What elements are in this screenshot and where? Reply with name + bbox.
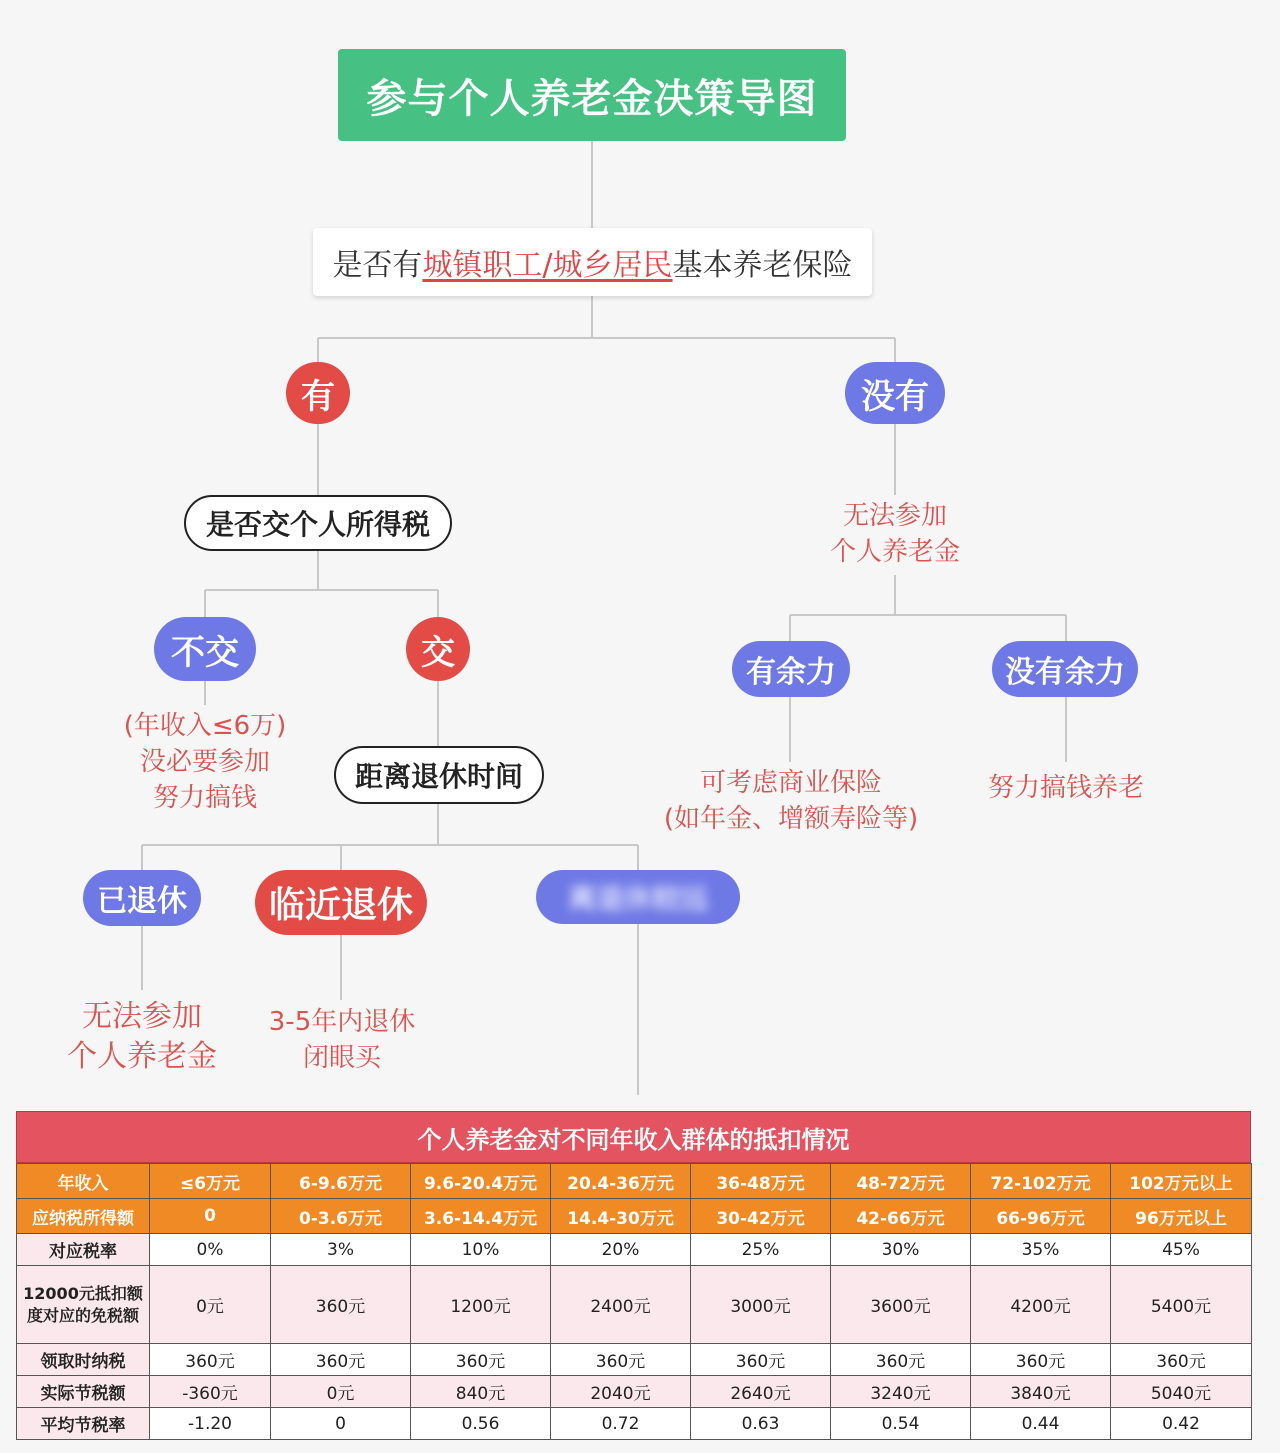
table-cell: 5040元 [1111,1376,1252,1408]
near-retire-node: 临近退休 [255,870,427,935]
has-spare-node: 有余力 [732,641,850,697]
row-label: 实际节税额 [17,1376,150,1408]
table-cell: 0 [150,1199,271,1234]
table-cell: 96万元以上 [1111,1199,1252,1234]
table-cell: 30-42万元 [691,1199,831,1234]
near-retire-note-line: 3-5年内退休 [268,1007,416,1037]
retired-note-line: 无法参加 [82,999,202,1034]
table-cell: 3600元 [831,1266,971,1344]
table-cell: 5400元 [1111,1266,1252,1344]
row-label: 12000元抵扣额度对应的免税额 [17,1266,150,1344]
table-title: 个人养老金对不同年收入群体的抵扣情况 [16,1111,1251,1163]
table-cell: 72-102万元 [971,1164,1111,1199]
deduction-table-grid [16,1163,1252,1440]
table-cell: 360元 [831,1344,971,1376]
table-row [17,1376,1252,1408]
has-spare-note-line: 可考虑商业保险 [699,768,882,798]
table-cell: 0.63 [691,1408,831,1440]
question-highlight: 城镇职工/城乡居民 [422,248,673,283]
no-tax-note-line: 没必要参加 [139,747,270,777]
table-cell: 360元 [691,1344,831,1376]
table-cell: 10% [411,1234,551,1266]
far-retire-node [536,870,740,924]
table-cell: ≤6万元 [150,1164,271,1199]
table-cell: 3840元 [971,1376,1111,1408]
table-row [17,1234,1252,1266]
table-row [17,1344,1252,1376]
yes-node: 有 [286,362,350,424]
no-insurance-note-line: 个人养老金 [829,537,960,567]
table-cell: 0.56 [411,1408,551,1440]
table-cell: 0 [271,1408,411,1440]
no-insurance-note-line: 无法参加 [842,501,947,531]
no-spare-node: 没有余力 [992,641,1138,697]
no-tax-note [95,708,315,816]
tax-node: 交 [406,617,470,681]
deduction-table [16,1111,1251,1440]
table-cell: 42-66万元 [831,1199,971,1234]
table-cell: 360元 [971,1344,1111,1376]
table-cell: 0.72 [551,1408,691,1440]
table-cell: 3.6-14.4万元 [411,1199,551,1234]
question-retirement-time: 距离退休时间 [334,746,544,804]
near-retire-note [240,1004,444,1076]
table-cell: 45% [1111,1234,1252,1266]
table-cell: 360元 [271,1266,411,1344]
table-row [17,1266,1252,1344]
diagram-title: 参与个人养老金决策导图 [338,49,846,141]
row-label: 年收入 [17,1164,150,1199]
table-cell: 840元 [411,1376,551,1408]
table-cell: 0元 [150,1266,271,1344]
has-spare-note [650,765,932,837]
table-cell: -1.20 [150,1408,271,1440]
no-tax-note-line: (年收入≤6万) [123,711,287,741]
table-cell: 3% [271,1234,411,1266]
no-insurance-note [795,498,995,570]
retired-node: 已退休 [83,870,201,926]
table-cell: 6-9.6万元 [271,1164,411,1199]
table-cell: 66-96万元 [971,1199,1111,1234]
row-label: 领取时纳税 [17,1344,150,1376]
table-cell: 0% [150,1234,271,1266]
table-cell: 25% [691,1234,831,1266]
table-cell: 20.4-36万元 [551,1164,691,1199]
table-cell: 48-72万元 [831,1164,971,1199]
retired-note [42,997,242,1077]
row-label: 应纳税所得额 [17,1199,150,1234]
table-cell: 20% [551,1234,691,1266]
table-row [17,1199,1252,1234]
retired-note-line: 个人养老金 [67,1039,217,1074]
row-label: 对应税率 [17,1234,150,1266]
table-cell: 360元 [551,1344,691,1376]
table-cell: 1200元 [411,1266,551,1344]
table-cell: 360元 [271,1344,411,1376]
table-cell: 35% [971,1234,1111,1266]
table-cell: 360元 [1111,1344,1252,1376]
table-cell: 0.42 [1111,1408,1252,1440]
far-retire-label: 离退休较远 [567,882,708,915]
table-cell: 4200元 [971,1266,1111,1344]
has-spare-note-line: (如年金、增额寿险等) [663,804,919,834]
table-cell: 0.44 [971,1408,1111,1440]
near-retire-note-line: 闭眼买 [302,1043,381,1073]
question-suffix: 基本养老保险 [672,248,853,283]
no-tax-note-line: 努力搞钱 [152,783,257,813]
table-cell: 0.54 [831,1408,971,1440]
table-cell: 9.6-20.4万元 [411,1164,551,1199]
table-row [17,1164,1252,1199]
table-cell: 0元 [271,1376,411,1408]
table-cell: 0-3.6万元 [271,1199,411,1234]
table-row [17,1408,1252,1440]
table-cell: 36-48万元 [691,1164,831,1199]
table-cell: 102万元以上 [1111,1164,1252,1199]
question-pension-insurance [313,228,872,296]
table-cell: 2640元 [691,1376,831,1408]
row-label: 平均节税率 [17,1408,150,1440]
table-cell: 14.4-30万元 [551,1199,691,1234]
table-cell: 360元 [411,1344,551,1376]
table-cell: 3240元 [831,1376,971,1408]
table-cell: 360元 [150,1344,271,1376]
question-prefix: 是否有 [332,248,423,283]
table-cell: 30% [831,1234,971,1266]
no-tax-node: 不交 [154,617,256,681]
table-cell: 2040元 [551,1376,691,1408]
no-spare-note: 努力搞钱养老 [987,773,1144,803]
table-cell: 3000元 [691,1266,831,1344]
table-cell: -360元 [150,1376,271,1408]
question-income-tax: 是否交个人所得税 [184,495,452,551]
no-node: 没有 [845,362,945,424]
table-cell: 2400元 [551,1266,691,1344]
